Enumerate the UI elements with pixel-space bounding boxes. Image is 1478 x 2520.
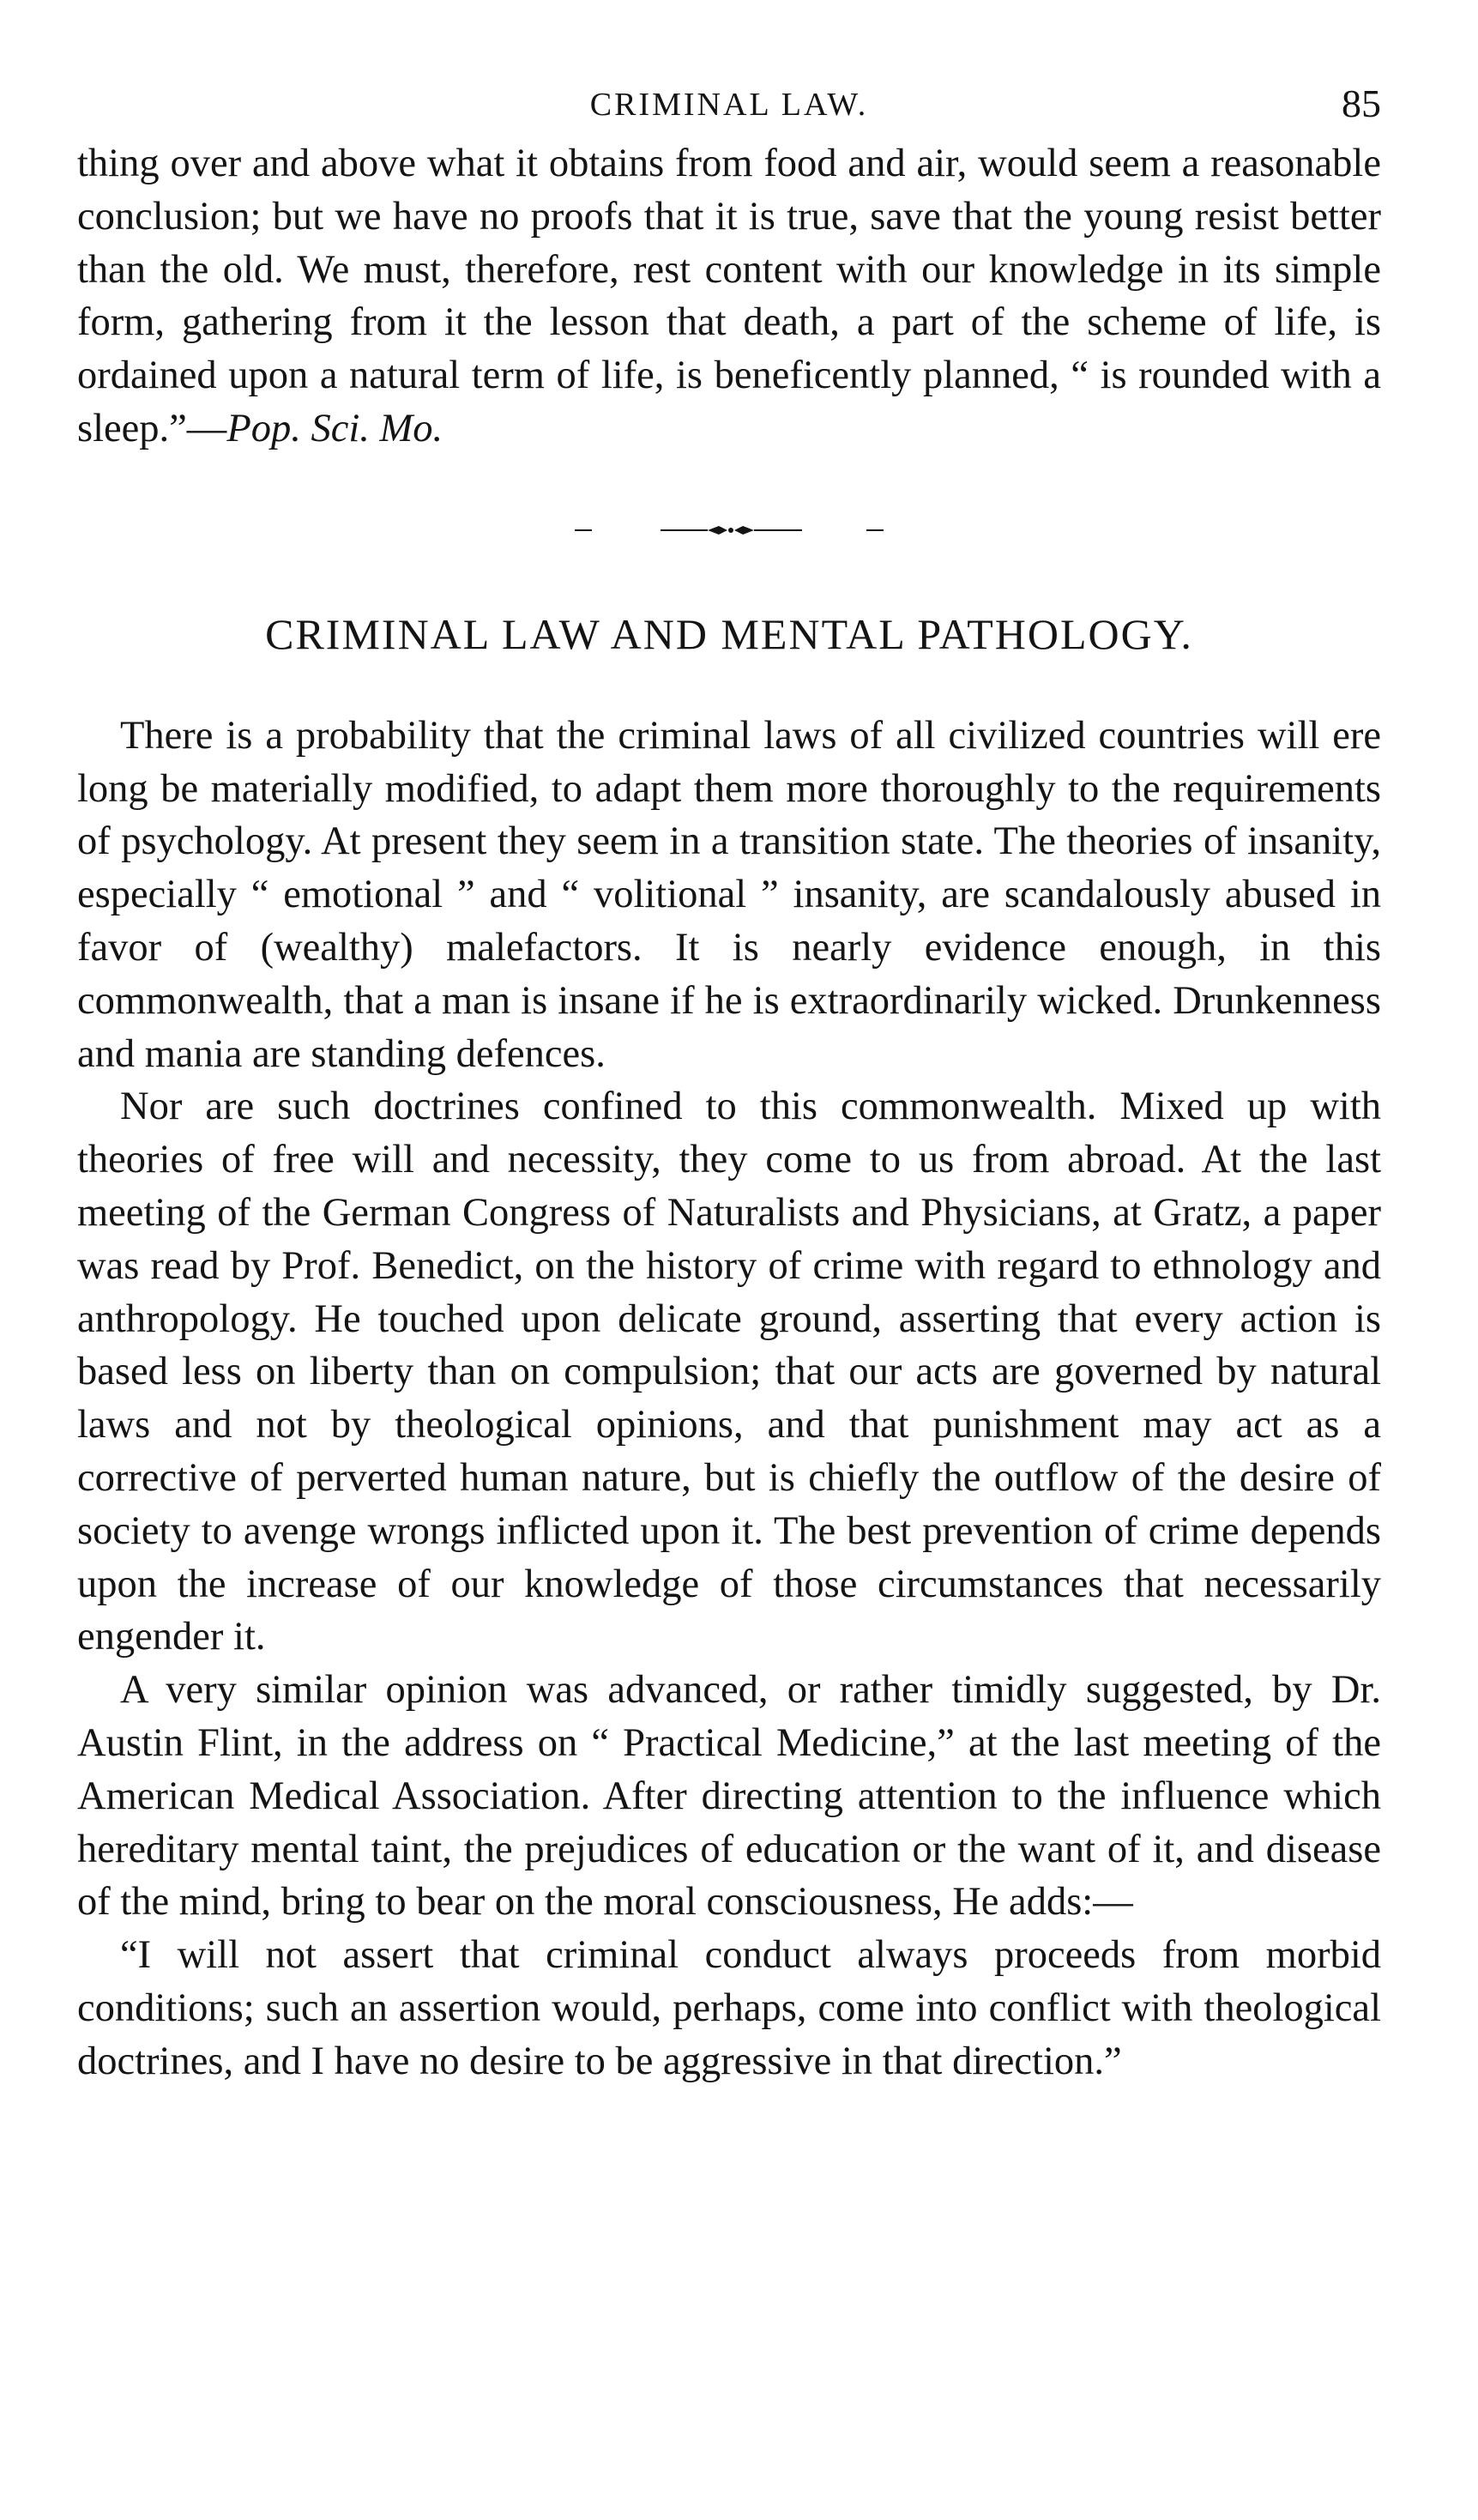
- running-head: [77, 82, 1381, 137]
- running-title: CRIMINAL LAW.: [589, 87, 869, 123]
- article-title: CRIMINAL LAW AND MENTAL PATHOLOGY.: [265, 609, 1193, 658]
- article-paragraph-1: There is a probability that the criminal laws of all civilized countries will ere long be materially modified, to adapt them more thoroughly to the requirements of psychology. At present they seem in a transition state. The theories of insanity, especially “ emotional ” and “ volitional ” insanity, are scandalously abused in favor of (wealthy) malefactors. It is nearly evidence enough, in this commonwealth, that a man is insane if he is extraordinarily wicked. Drunkenness and mania are standing defences.: [77, 713, 1381, 1076]
- divider-rule-icon: [566, 522, 892, 539]
- intro-paragraph-text: thing over and above what it obtains from food and air, would seem a reasonable conclusion; but we have no proofs that it is true, save that the young resist better than the old. We must, therefore, rest content with our knowledge in its simple form, gathering from it the lesson that death, a part of the scheme of life, is ordained upon a natural term of life, is beneficently planned, “ is rounded with a sleep.”—: [77, 142, 1381, 450]
- page-number: 85: [1342, 82, 1381, 125]
- book-page: [77, 82, 1381, 2088]
- intro-source: Pop. Sci. Mo.: [226, 406, 443, 450]
- intro-paragraph: [77, 137, 1381, 456]
- article-paragraph-4-quote: “I will not assert that criminal conduct always proceeds from morbid conditions; such an assertion would, perhaps, come into conflict with theological doctrines, and I have no desire to be aggressive in that direction.”: [77, 1933, 1381, 2083]
- article-paragraph-3: A very similar opinion was advanced, or rather timidly suggested, by Dr. Austin Flint, in the address on “ Practical Medicine,” at the last meeting of the American Medical Association. After directing attention to the influence which hereditary mental taint, the prejudices of education or the want of it, and disease of the mind, bring to bear on the moral consciousness, He adds:—: [77, 1668, 1381, 1925]
- section-divider-ornament: [77, 456, 1381, 601]
- article-paragraph-2: Nor are such doctrines confined to this commonwealth. Mixed up with theories of free will and necessity, they come to us from abroad. At the last meeting of the German Congress of Naturalists and Physicians, at Gratz, a paper was read by Prof. Benedict, on the history of crime with regard to ethnology and anthropology. He touched upon delicate ground, asserting that every action is based less on liberty than on compulsion; that our acts are governed by natural laws and not by theological opinions, and that punishment may act as a corrective of perverted human nature, but is chiefly the outflow of the desire of society to avenge wrongs inflicted upon it. The best prevention of crime depends upon the increase of our knowledge of those circumstances that necessarily engender it.: [77, 1085, 1381, 1659]
